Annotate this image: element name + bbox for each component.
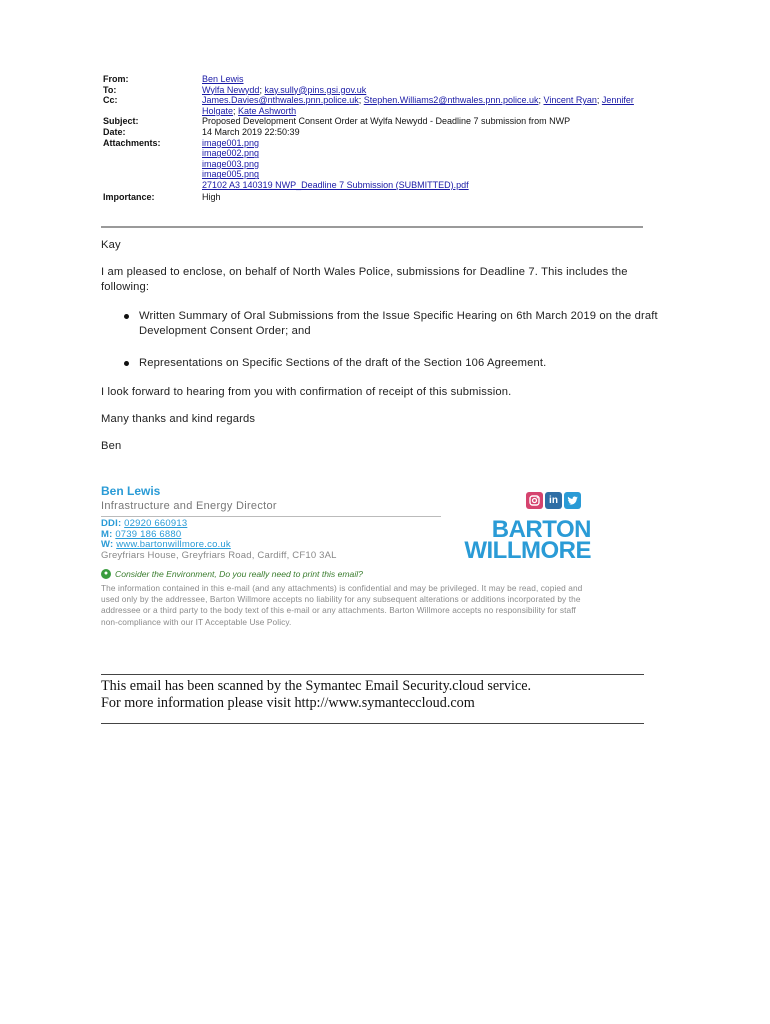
- attachments-label: Attachments:: [103, 137, 161, 148]
- contact-block: [101, 519, 337, 561]
- disclaimer: The information contained in this e-mail (and any attachments) is confidential and may be privileged. It may be read, copied and used only by the addressee, Barton Willmore accepts no liability for any subsequent alterations or additions incorporated by the addressee or a third party to the body text of this e-mail or any attachments. Barton Willmore accepts no responsibility for staff non-compliance with our IT Acceptable Use Policy.: [101, 583, 583, 627]
- globe-icon: ●: [101, 569, 111, 579]
- header-divider: [101, 226, 643, 228]
- scan-line-1: This email has been scanned by the Symantec Email Security.cloud service.: [101, 678, 532, 694]
- importance-row: [103, 192, 643, 203]
- web-label: W:: [101, 539, 114, 550]
- to-link-kay[interactable]: kay.sully@pins.gsi.gov.uk: [264, 84, 367, 95]
- to-link-wylfa[interactable]: Wylfa Newydd: [202, 84, 260, 95]
- email-signature: [101, 484, 591, 564]
- to-label: To:: [103, 84, 117, 95]
- social-links: [526, 492, 581, 509]
- to-row: To: Wylfa Newydd; kay.sully@pins.gsi.gov.uk: [103, 84, 367, 95]
- address: Greyfriars House, Greyfriars Road, Cardiff, CF10 3AL: [101, 549, 337, 561]
- email-header: [103, 74, 643, 202]
- importance-label: Importance:: [103, 191, 155, 202]
- list-item: Written Summary of Oral Submissions from the Issue Specific Hearing on 6th March 2019 on the draft Development Consent Order; and: [101, 309, 661, 339]
- linkedin-icon[interactable]: in: [545, 492, 562, 509]
- bullet-icon: [124, 361, 129, 366]
- signoff: Ben: [101, 440, 122, 452]
- attachment-link[interactable]: image005.png: [202, 169, 260, 180]
- scan-line-2: For more information please visit http://www.symanteccloud.com: [101, 695, 475, 711]
- cc-link-stephen[interactable]: Stephen.Williams2@nthwales.pnn.police.uk: [363, 95, 539, 106]
- scan-divider-top: [101, 674, 644, 675]
- environment-note: ● Consider the Environment, Do you really need to print this email?: [101, 569, 363, 579]
- signature-name: Ben Lewis: [101, 484, 161, 498]
- cc-link-james[interactable]: James.Davies@nthwales.pnn.police.uk: [202, 95, 359, 106]
- list-item: Representations on Specific Sections of the draft of the Section 106 Agreement.: [101, 356, 661, 371]
- subject-value: Proposed Development Consent Order at Wylfa Newydd - Deadline 7 submission from NWP: [202, 116, 571, 127]
- signature-title: Infrastructure and Energy Director: [101, 500, 277, 512]
- barton-willmore-logo: BARTON WILLMORE: [464, 516, 591, 564]
- cc-link-vincent[interactable]: Vincent Ryan: [543, 95, 597, 106]
- mobile-link[interactable]: 0739 186 6880: [115, 528, 182, 540]
- twitter-icon[interactable]: [564, 492, 581, 509]
- date-value: 14 March 2019 22:50:39: [202, 126, 300, 137]
- instagram-icon[interactable]: [526, 492, 543, 509]
- from-link[interactable]: Ben Lewis: [202, 74, 244, 84]
- email-body: [101, 238, 661, 454]
- subject-row: [103, 116, 643, 127]
- website-link[interactable]: www.bartonwillmore.co.uk: [116, 539, 231, 550]
- bullet-icon: [124, 314, 129, 319]
- attachment-link[interactable]: image002.png: [202, 148, 260, 159]
- scan-notice: [101, 678, 531, 712]
- signature-divider: [101, 516, 441, 517]
- greeting: Kay: [101, 239, 121, 251]
- from-label: From:: [103, 74, 129, 84]
- cc-link-kate[interactable]: Kate Ashworth: [238, 105, 297, 116]
- date-row: [103, 127, 643, 138]
- cc-row: Cc: James.Davies@nthwales.pnn.police.uk; Stephen.Williams2@nthwales.pnn.police.uk; Vincent Ryan; Jennifer Holgate; Kate Ashworth: [103, 95, 634, 116]
- mobile-label: M:: [101, 528, 113, 540]
- importance-value: High: [202, 191, 221, 202]
- submission-list: [101, 309, 661, 371]
- look-forward-paragraph: I look forward to hearing from you with confirmation of receipt of this submission.: [101, 386, 512, 398]
- ddi-link[interactable]: 02920 660913: [124, 518, 188, 529]
- attachments-row: [103, 138, 643, 191]
- scan-divider-bottom: [101, 723, 644, 724]
- intro-paragraph: I am pleased to enclose, on behalf of North Wales Police, submissions for Deadline 7. This includes the following:: [101, 266, 628, 293]
- cc-label: Cc:: [103, 95, 118, 106]
- attachment-link[interactable]: image001.png: [202, 137, 260, 148]
- attachment-link[interactable]: 27102 A3 140319 NWP_Deadline 7 Submission (SUBMITTED).pdf: [202, 179, 469, 190]
- cc-link-jennifer[interactable]: Jennifer Holgate: [202, 95, 634, 116]
- subject-label: Subject:: [103, 116, 139, 127]
- from-row: [103, 74, 643, 85]
- ddi-label: DDI:: [101, 518, 122, 529]
- date-label: Date:: [103, 126, 126, 137]
- attachment-link[interactable]: image003.png: [202, 158, 260, 169]
- closing-paragraph: Many thanks and kind regards: [101, 413, 256, 425]
